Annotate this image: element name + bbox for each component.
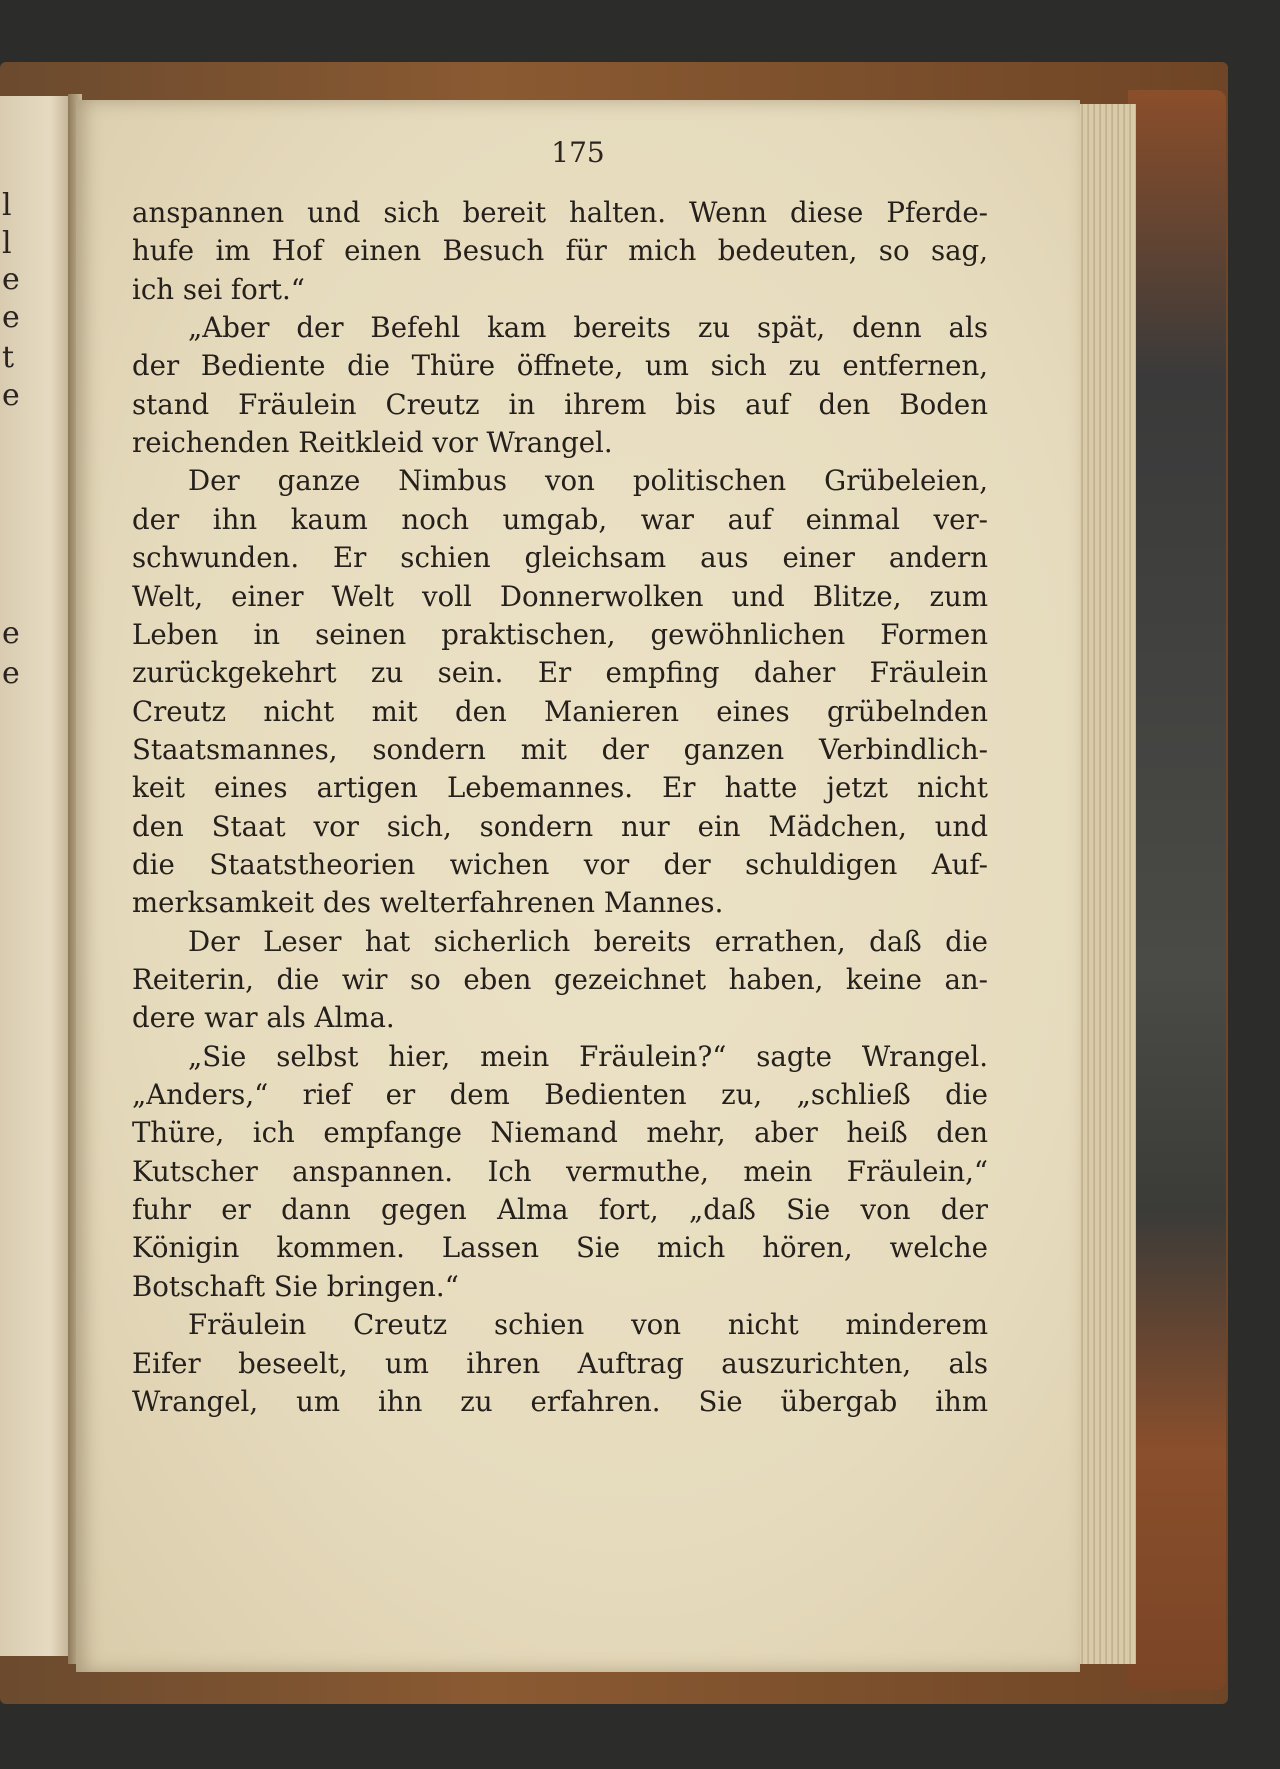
text-line: Botschaft Sie bringen.“ — [132, 1269, 459, 1303]
left-page — [0, 96, 72, 1656]
text-line: „Aber der Befehl kam bereits zu spät, denn als — [188, 311, 988, 345]
text-line: stand Fräulein Creutz in ihrem bis auf den Boden — [132, 387, 988, 421]
left-page-fragment: l — [2, 226, 12, 261]
text-line: der Bediente die Thüre öffnete, um sich zu entfernen, — [132, 349, 988, 383]
text-line: Königin kommen. Lassen Sie mich hören, welche — [132, 1231, 988, 1265]
book-spine-edge — [1128, 90, 1226, 1690]
text-line: Der Leser hat sicherlich bereits errathen, daß die — [188, 924, 988, 958]
text-line: Welt, einer Welt voll Donnerwolken und Blitze, zum — [132, 579, 988, 613]
right-page — [76, 100, 1080, 1672]
text-line: Wrangel, um ihn zu erfahren. Sie übergab ihm — [132, 1384, 988, 1418]
left-page-fragment: e — [2, 378, 20, 413]
text-line: Staatsmannes, sondern mit der ganzen Verbindlich- — [132, 732, 988, 766]
text-line: Reiterin, die wir so eben gezeichnet haben, keine an- — [132, 963, 988, 996]
text-line: Creutz nicht mit den Manieren eines grübelnden — [132, 694, 988, 728]
left-page-fragment: l — [2, 188, 12, 223]
text-line: fuhr er dann gegen Alma fort, „daß Sie von der — [132, 1193, 988, 1227]
text-line: ich sei fort.“ — [132, 272, 305, 306]
page-number: 175 — [551, 136, 605, 169]
left-page-fragment: e — [2, 262, 20, 297]
text-line: „Anders,“ rief er dem Bedienten zu, „schließ die — [132, 1078, 988, 1112]
text-line: dere war als Alma. — [132, 1001, 395, 1035]
text-line: hufe im Hof einen Besuch für mich bedeuten, so sag, — [132, 234, 988, 268]
text-line: die Staatstheorien wichen vor der schuldigen Auf- — [132, 847, 988, 881]
text-line: anspannen und sich bereit halten. Wenn diese Pferde- — [132, 196, 988, 229]
text-line: merksamkeit des welterfahrenen Mannes. — [132, 886, 724, 920]
text-line: Eifer beseelt, um ihren Auftrag auszurichten, als — [132, 1346, 988, 1380]
text-line: reichenden Reitkleid vor Wrangel. — [132, 426, 613, 460]
text-line: schwunden. Er schien gleichsam aus einer andern — [132, 541, 988, 575]
left-page-fragment: e — [2, 656, 20, 691]
text-line: Der ganze Nimbus von politischen Grübeleien, — [188, 464, 988, 498]
text-line: Thüre, ich empfange Niemand mehr, aber heiß den — [132, 1116, 988, 1150]
text-line: den Staat vor sich, sondern nur ein Mädchen, und — [132, 809, 988, 843]
text-line: Kutscher anspannen. Ich vermuthe, mein Fräulein,“ — [132, 1154, 988, 1188]
text-line: „Sie selbst hier, mein Fräulein?“ sagte Wrangel. — [188, 1039, 988, 1073]
page-edges — [1076, 104, 1136, 1664]
left-page-fragment: e — [2, 300, 20, 335]
left-page-fragment: t — [2, 340, 15, 375]
left-page-fragment: e — [2, 616, 20, 651]
text-line: zurückgekehrt zu sein. Er empfing daher Fräulein — [132, 656, 988, 690]
text-line: der ihn kaum noch umgab, war auf einmal ver- — [132, 502, 988, 536]
text-line: Leben in seinen praktischen, gewöhnlichen Formen — [132, 617, 988, 651]
text-line: Fräulein Creutz schien von nicht minderem — [188, 1308, 988, 1342]
text-line: keit eines artigen Lebemannes. Er hatte jetzt nicht — [132, 771, 988, 805]
